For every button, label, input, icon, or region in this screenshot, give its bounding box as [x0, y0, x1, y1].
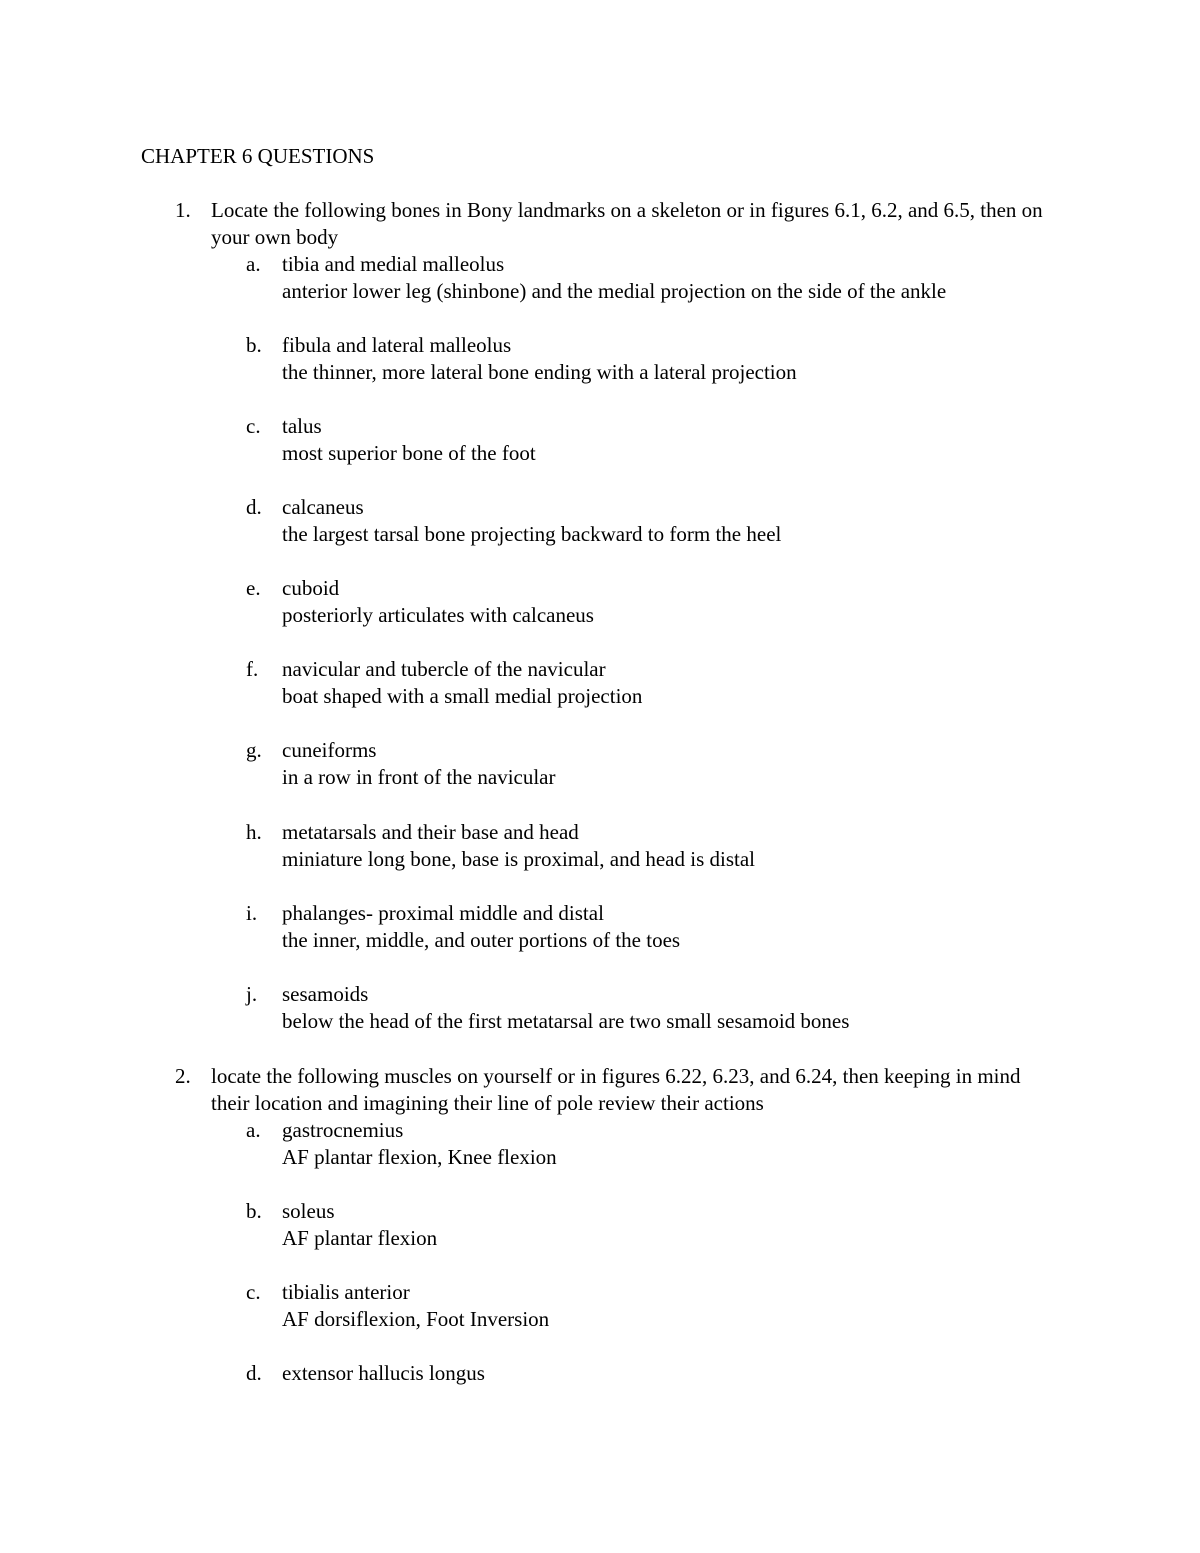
item-answer: boat shaped with a small medial projection	[282, 684, 643, 708]
item-term: soleus	[282, 1199, 335, 1223]
item-letter: j.	[246, 982, 258, 1006]
item-letter: a.	[246, 1118, 261, 1142]
item-term: sesamoids	[282, 982, 369, 1006]
item-answer: posteriorly articulates with calcaneus	[282, 603, 594, 627]
item-answer: anterior lower leg (shinbone) and the medial projection on the side of the ankle	[282, 279, 947, 303]
question-number: 2.	[175, 1064, 191, 1088]
item-letter: f.	[246, 657, 259, 681]
item-term: fibula and lateral malleolus	[282, 333, 512, 357]
item-letter: g.	[246, 738, 262, 762]
item-letter: c.	[246, 414, 261, 438]
item-letter: e.	[246, 576, 261, 600]
item-letter: b.	[246, 1199, 262, 1223]
item-term: cuboid	[282, 576, 340, 600]
page-title: CHAPTER 6 QUESTIONS	[141, 144, 375, 168]
item-answer: miniature long bone, base is proximal, and head is distal	[282, 847, 755, 871]
item-answer: most superior bone of the foot	[282, 441, 536, 465]
item-letter: b.	[246, 333, 262, 357]
item-letter: c.	[246, 1280, 261, 1304]
item-term: tibia and medial malleolus	[282, 252, 505, 276]
item-answer: AF dorsiflexion, Foot Inversion	[282, 1307, 550, 1331]
item-answer: below the head of the first metatarsal are two small sesamoid bones	[282, 1009, 850, 1033]
item-term: phalanges- proximal middle and distal	[282, 901, 604, 925]
question-number: 1.	[175, 198, 191, 222]
item-letter: i.	[246, 901, 258, 925]
item-term: navicular and tubercle of the navicular	[282, 657, 606, 681]
item-term: calcaneus	[282, 495, 364, 519]
item-answer: in a row in front of the navicular	[282, 765, 556, 789]
item-term: cuneiforms	[282, 738, 377, 762]
question-text: Locate the following bones in Bony landmarks on a skeleton or in figures 6.1, 6.2, and 6.5, then on your own body	[211, 198, 1043, 249]
item-term: gastrocnemius	[282, 1118, 404, 1142]
item-letter: h.	[246, 820, 262, 844]
item-letter: d.	[246, 495, 262, 519]
item-letter: d.	[246, 1361, 262, 1385]
item-answer: the inner, middle, and outer portions of the toes	[282, 928, 681, 952]
item-answer: AF plantar flexion	[282, 1226, 438, 1250]
item-answer: the largest tarsal bone projecting backward to form the heel	[282, 522, 782, 546]
item-term: extensor hallucis longus	[282, 1361, 485, 1385]
item-term: tibialis anterior	[282, 1280, 410, 1304]
item-answer: AF plantar flexion, Knee flexion	[282, 1145, 557, 1169]
item-answer: the thinner, more lateral bone ending with a lateral projection	[282, 360, 797, 384]
item-term: metatarsals and their base and head	[282, 820, 579, 844]
question-text: locate the following muscles on yourself or in figures 6.22, 6.23, and 6.24, then keeping in mind their location and imagining their line of pole review their actions	[211, 1064, 1021, 1115]
item-term: talus	[282, 414, 322, 438]
item-letter: a.	[246, 252, 261, 276]
